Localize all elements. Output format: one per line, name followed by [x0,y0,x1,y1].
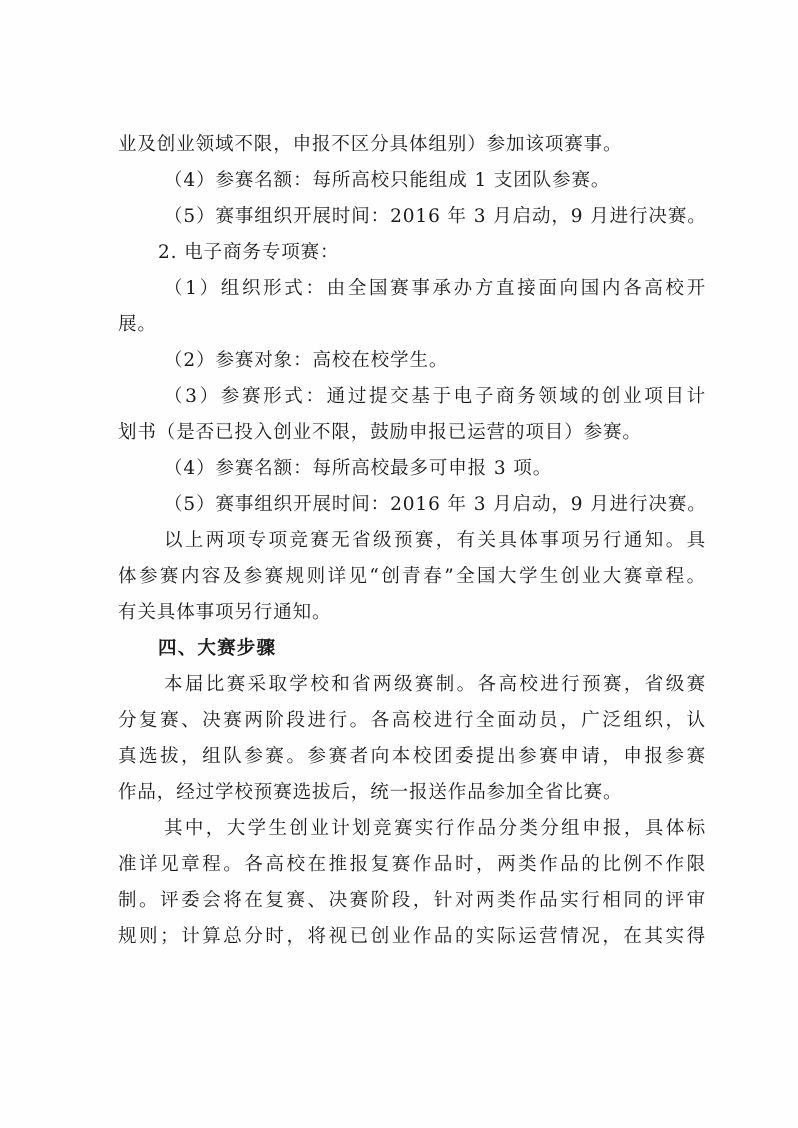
text-line: 体参赛内容及参赛规则详见“创青春”全国大学生创业大赛章程。 [118,566,706,587]
text-line: 本届比赛采取学校和省两级赛制。各高校进行预赛，省级赛 [164,674,706,695]
text-line: （4）参赛名额：每所高校只能组成 1 支团队参赛。 [164,170,611,191]
text-line: 以上两项专项竞赛无省级预赛，有关具体事项另行通知。具 [164,530,706,551]
text-line: （1）组织形式：由全国赛事承办方直接面向国内各高校开 [164,278,706,299]
text-line: 准详见章程。各高校在推报复赛作品时，两类作品的比例不作限 [118,854,706,875]
text-line: 业及创业领域不限，申报不区分具体组别）参加该项赛事。 [118,134,623,155]
text-line: 展。 [118,314,157,335]
text-line: 划书（是否已投入创业不限，鼓励申报已运营的项目）参赛。 [118,422,642,443]
section-subheading: 2. 电子商务专项赛： [158,242,340,263]
text-line: 制。评委会将在复赛、决赛阶段，针对两类作品实行相同的评审 [118,890,706,911]
text-line: 其中，大学生创业计划竞赛实行作品分类分组申报，具体标 [164,818,706,839]
text-line: 真选拔，组队参赛。参赛者向本校团委提出参赛申请，申报参赛 [118,746,706,767]
section-heading: 四、大赛步骤 [158,638,277,659]
text-line: （4）参赛名额：每所高校最多可申报 3 项。 [164,458,553,479]
text-line: 规则；计算总分时，将视已创业作品的实际运营情况，在其实得 [118,926,706,947]
text-line: 作品，经过学校预赛选拔后，统一报送作品参加全省比赛。 [118,782,623,803]
text-line: （5）赛事组织开展时间：2016 年 3 月启动，9 月进行决赛。 [164,206,707,227]
text-line: （2）参赛对象：高校在校学生。 [164,350,449,371]
text-line: 分复赛、决赛两阶段进行。各高校进行全面动员，广泛组织，认 [118,710,706,731]
text-line: 有关具体事项另行通知。 [118,602,332,623]
text-line: （5）赛事组织开展时间：2016 年 3 月启动，9 月进行决赛。 [164,494,707,515]
text-line: （3）参赛形式：通过提交基于电子商务领域的创业项目计 [164,386,706,407]
